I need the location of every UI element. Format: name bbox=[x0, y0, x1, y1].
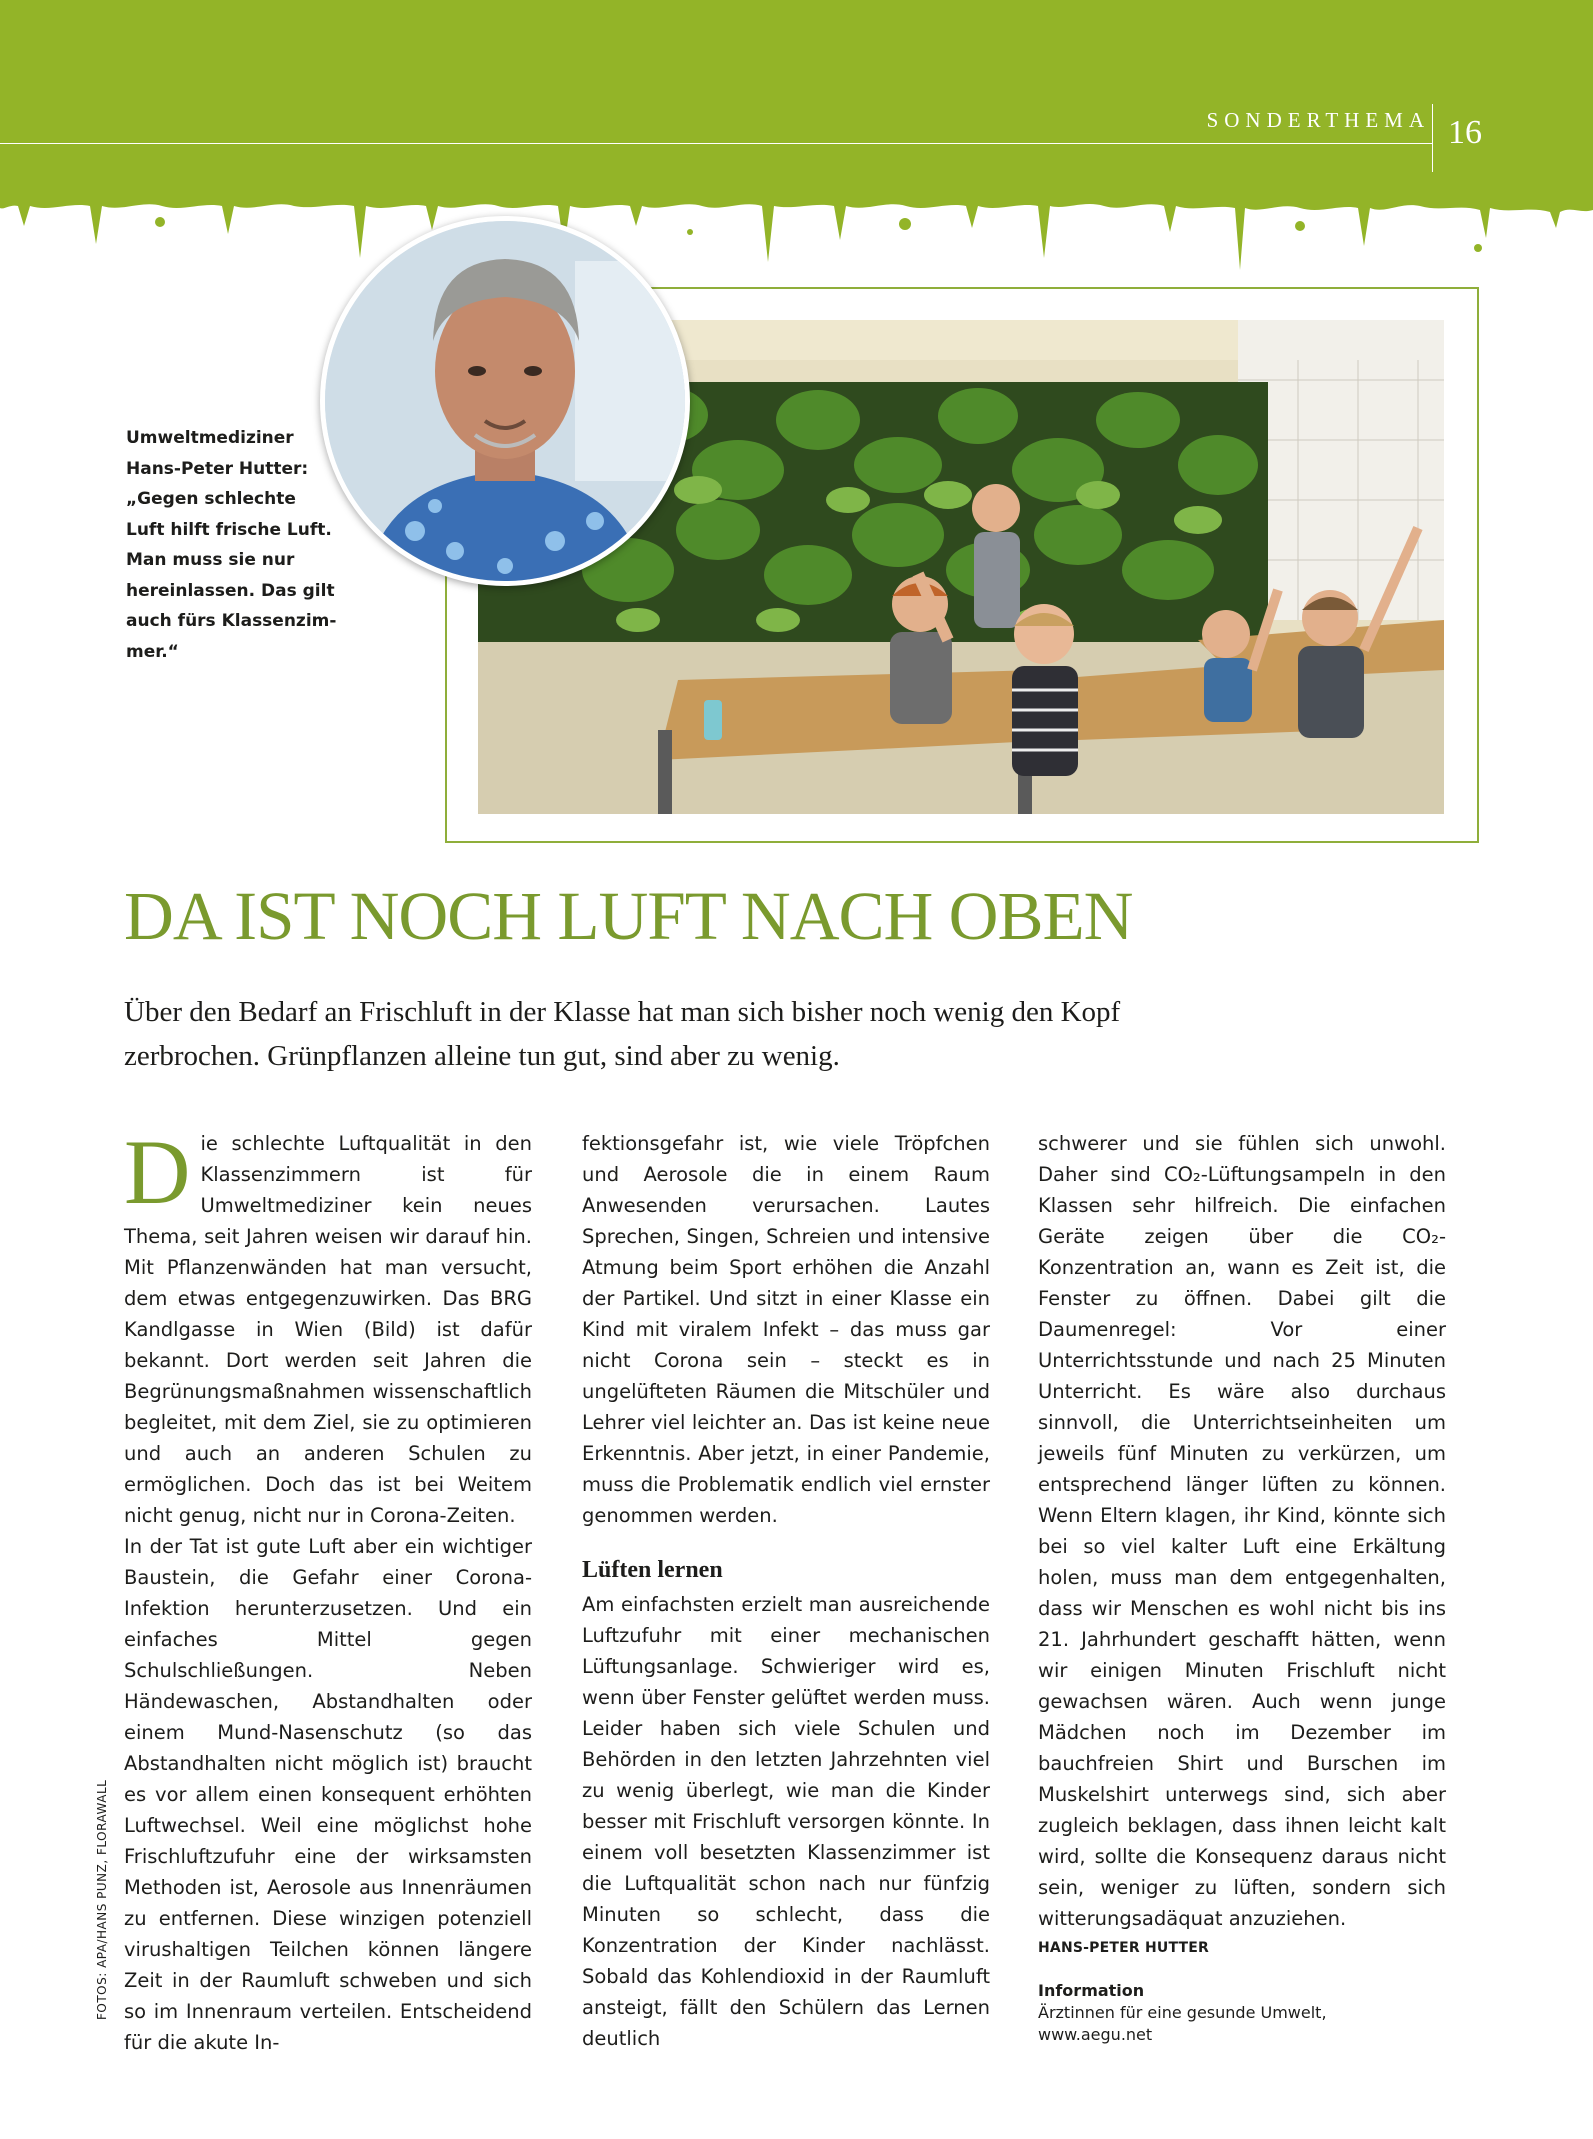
paragraph: ie schlechte Luftqualität in den Klassenzimmern ist für Umweltmediziner kein neues Thema, seit Jahren weisen wir darauf hin. Mit Pflanzenwänden hat man versucht, dem etwas entgegenzuwirken. Das BRG Kandlgasse in Wien (Bild) ist dafür bekannt. Dort werden seit Jahren die Begrünungsmaßnahmen wissenschaftlich begleitet, mit dem Ziel, sie zu optimieren und auch an anderen Schulen zu ermöglichen. Doch das ist bei Weitem nicht genug, nicht nur in Corona-Zeiten. bbox=[124, 1132, 532, 1527]
info-url[interactable]: www.aegu.net bbox=[1038, 2025, 1153, 2044]
portrait-photo bbox=[320, 216, 690, 586]
standfirst: Über den Bedarf an Frischluft in der Klasse hat man sich bisher noch wenig den Kopf zerbrochen. Grünpflanzen alleine tun gut, sind aber zu wenig. bbox=[124, 996, 1121, 1072]
article-column-2 bbox=[582, 1128, 990, 2054]
author-byline: HANS-PETER HUTTER bbox=[1038, 1940, 1210, 1956]
header-band bbox=[0, 0, 1593, 300]
section-label: SONDERTHEMA bbox=[1206, 108, 1430, 132]
info-organization: Ärztinnen für eine gesunde Umwelt, bbox=[1038, 2003, 1327, 2022]
green-paint-splash-header bbox=[0, 0, 1593, 300]
paragraph: fektionsgefahr ist, wie viele Tröpfchen und Aerosole die in einem Raum Anwesenden verursachen. Lautes Sprechen, Singen, Schreien und intensive Atmung beim Sport erhöhen die Anzahl der Partikel. Und sitzt in einer Klasse ein Kind mit viralem Infekt – das muss gar nicht Corona sein – steckt es in ungelüfteten Räumen die Mitschüler und Lehrer viel leichter an. Das ist keine neue Erkenntnis. Aber jetzt, in einer Pandemie, muss die Problematik endlich viel ernster genommen werden. bbox=[582, 1132, 990, 1527]
headline: DA IST NOCH LUFT NACH OBEN bbox=[124, 878, 1133, 954]
header-rule bbox=[0, 143, 1432, 144]
header-vertical-rule bbox=[1432, 104, 1433, 172]
info-title: Information bbox=[1038, 1981, 1145, 2000]
paragraph: In der Tat ist gute Luft aber ein wichtiger Baustein, die Gefahr einer Corona-Infektion herunterzusetzen. Und ein einfaches Mittel gegen Schulschließungen. Neben Händewaschen, Abstandhalten oder einem Mund-Nasenschutz (so das Abstandhalten nicht möglich ist) braucht es vor allem einen konsequent erhöhten Luftwechsel. Weil eine möglichst hohe Frischluftzufuhr eine der wirksamsten Methoden ist, Aerosole aus Innenräumen zu entfernen. Diese winzigen potenziell virushaltigen Teilchen können längere Zeit in der Raumluft schweben und sich so im Innenraum verteilen. Entscheidend für die akute In- bbox=[124, 1535, 532, 2054]
paragraph: schwerer und sie fühlen sich unwohl. Daher sind CO₂-Lüftungsampeln in den Klassen sehr hilfreich. Die einfachen Geräte zeigen über die CO₂-Konzentration an, wann es Zeit ist, die Fenster zu öffnen. Dabei gilt die Daumenregel: Vor einer Unterrichtsstunde und nach 25 Minuten Unterricht. Es wäre also durchaus sinnvoll, die Unterrichtseinheiten um jeweils fünf Minuten zu verkürzen, um entsprechend länger lüften zu können. Wenn Eltern klagen, ihr Kind, könnte sich bei so viel kalter Luft eine Erkältung holen, muss man dem entgegenhalten, dass wir Menschen es wohl nicht bis ins 21. Jahrhundert geschafft hätten, wenn wir einigen Minuten Frischluft nicht gewachsen wären. Auch wenn junge Mädchen noch im Dezember im bauchfreien Shirt und Burschen im Muskelshirt unterwegs sind, sich aber zugleich beklagen, dass ihnen leicht kalt wird, sollte die Konsequenz daraus nicht sein, weniger zu lüften, sondern sich witterungsadäquat anzuziehen. bbox=[1038, 1132, 1446, 1930]
page-number: 16 bbox=[1448, 114, 1482, 151]
hans-peter-hutter-portrait-image bbox=[325, 221, 685, 581]
photo-credit: FOTOS: APA/HANS PUNZ, FLORAWALL bbox=[95, 1779, 109, 2020]
article-column-1 bbox=[124, 1121, 532, 2058]
paragraph: Am einfachsten erzielt man ausreichende Luftzufuhr mit einer mechanischen Lüftungsanlage. Schwieriger wird es, wenn über Fenster gelüftet werden muss. Leider haben sich viele Schulen und Behörden in den letzten Jahrzehnten viel zu wenig überlegt, wie man die Kinder besser mit Frischluft versorgen könnte. In einem voll besetzten Klassenzimmer ist die Luftqualität schon nach nur fünfzig Minuten so schlecht, dass die Konzentration der Kinder nachlässt. Sobald das Kohlendioxid in der Raumluft ansteigt, fällt den Schülern das Lernen deutlich bbox=[582, 1593, 990, 2050]
article-column-3 bbox=[1038, 1128, 1446, 2046]
info-box bbox=[1038, 1980, 1446, 2046]
drop-cap: D bbox=[124, 1121, 191, 1223]
subheading: Lüften lernen bbox=[582, 1557, 723, 1583]
portrait-caption: Umweltmediziner Hans-Peter Hutter: „Gegen schlechte Luft hilft frische Luft. Man muss sie nur hereinlassen. Das gilt auch fürs Klassenzim- mer.“ bbox=[126, 428, 337, 662]
